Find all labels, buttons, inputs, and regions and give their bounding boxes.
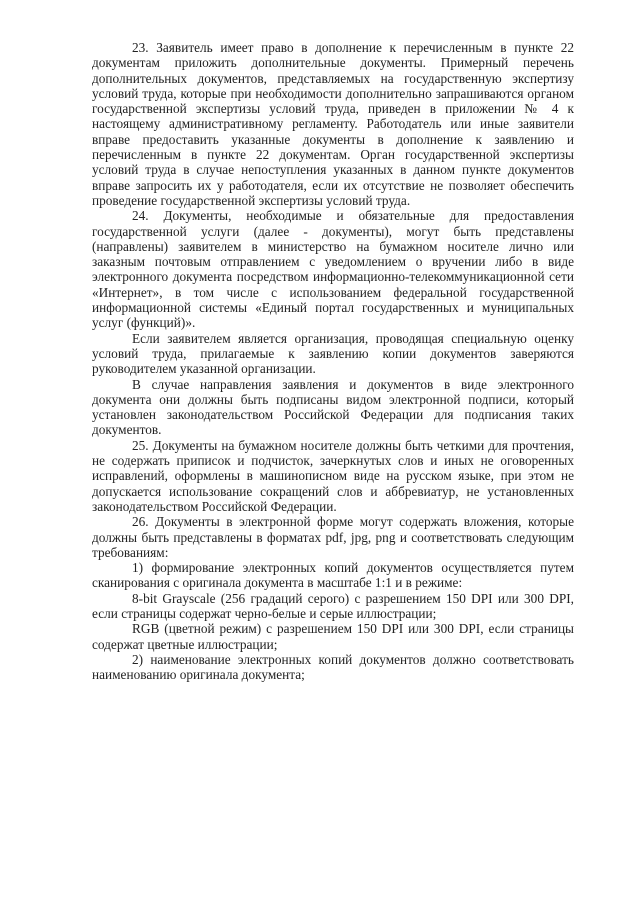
list-item-rgb: RGB (цветной режим) с разрешением 150 DPI или 300 DPI, если страницы содержат цветные иллюстрации; [92,621,574,652]
paragraph-organization-copies: Если заявителем является организация, проводящая специальную оценку условий труда, прилагаемые к заявлению копии документов заверяются руководителем указанной организации. [92,330,574,377]
list-item-2-naming: 2) наименование электронных копий документов должно соответствовать наименованию оригинала документа; [92,651,574,683]
paragraph-electronic-signature: В случае направления заявления и документов в виде электронного документа они должны быть подписаны видом электронной подписи, который установлен законодательством Российской Федерации для подписания таких документов. [92,376,574,438]
list-item-1-scanning: 1) формирование электронных копий документов осуществляется путем сканирования с оригинала документа в масштабе 1:1 и в режиме: [92,560,574,591]
paragraph-24: 24. Документы, необходимые и обязательные для предоставления государственной услуги (далее - документы), могут быть представлены (направлены) заявителем в министерство на бумажном носителе лично или заказным почтовым отправлением с уведомлением о вручении либо в виде электронного документа посредством информационно-телекоммуникационной сети «Интернет», в том числе с использованием федеральной государственной информационной системы «Единый портал государственных и муниципальных услуг (функций)». [92,208,574,331]
paragraph-25: 25. Документы на бумажном носителе должны быть четкими для прочтения, не содержать приписок и подчисток, зачеркнутых слов и иных не оговоренных исправлений, оформлены в машинописном виде на русском языке, при этом не допускается использование сокращений слов и аббревиатур, не установленных законодательством Российской Федерации. [92,437,574,514]
paragraph-26: 26. Документы в электронной форме могут содержать вложения, которые должны быть представлены в форматах pdf, jpg, png и соответствовать следующим требованиям: [92,514,574,560]
list-item-grayscale: 8-bit Grayscale (256 градаций серого) с разрешением 150 DPI или 300 DPI, если страницы содержат черно-белые и серые иллюстрации; [92,590,574,621]
document-page [92,40,574,682]
paragraph-23: 23. Заявитель имеет право в дополнение к перечисленным в пункте 22 документам приложить дополнительные документы. Примерный перечень дополнительных документов, представляемых на государственную экспертизу условий труда, которые при необходимости дополнительно запрашиваются органом государственной экспертизы условий труда, приведен в приложении № 4 к настоящему административному регламенту. Работодатель или иные заявители вправе предоставить указанные документы в дополнение к заявлению и перечисленным в пункте 22 документам. Орган государственной экспертизы условий труда в случае непоступления указанных в данном пункте документов вправе запросить их у работодателя, если их отсутствие не позволяет обеспечить проведение государственной экспертизы условий труда. [92,40,574,208]
